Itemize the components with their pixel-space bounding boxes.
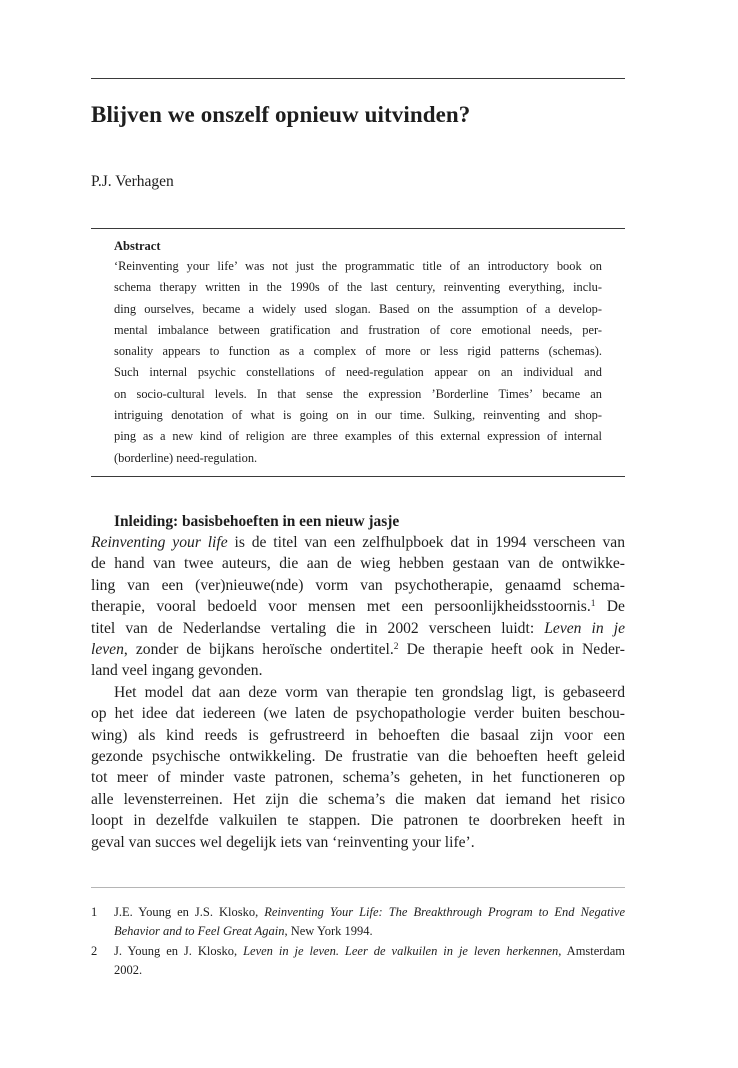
line-text: J.E. Young en J.S. Klosko, [114, 905, 265, 919]
book-title-italic: leven [91, 641, 124, 659]
book-title-italic: Reinventing your life [91, 534, 228, 551]
footnote-1 [91, 903, 625, 942]
paragraph-line: Het model dat aan deze vorm van therapie ten grondslag ligt, is gebaseerd [114, 683, 625, 701]
paragraph-line: loopt in dezelfde valkuilen te stappen. Die patronen te doorbreken heeft in [91, 812, 625, 830]
footnote-number: 2 [91, 943, 98, 958]
footnotes [91, 903, 625, 981]
paragraph-line: geval van succes wel degelijk iets van ‘reinventing your life’. [91, 833, 475, 851]
book-title-italic: Leven in je [544, 619, 626, 637]
body-text [91, 511, 625, 853]
paragraph-line [91, 618, 625, 639]
paragraph-line: land veel ingang gevonden. [91, 662, 263, 680]
book-title-italic: Reinventing Your Life: The Breakthrough Program to End Negative [264, 905, 625, 919]
abstract-line: sonality appears to function as a complex of more or less rigid patterns (schemas). [114, 344, 602, 359]
paragraph-line: wing) als kind reeds is gefrustreerd in behoeften die basaal zijn voor een [91, 726, 625, 744]
abstract-line: Such internal psychic constellations of need-regulation appear on an individual and [114, 365, 602, 380]
abstract-line: (borderline) need-regulation. [114, 450, 258, 465]
footnote-ref: 1 [590, 599, 596, 610]
footnote-line [114, 922, 625, 941]
paragraph-line [91, 639, 625, 660]
paragraph-line: de hand van twee auteurs, die aan de wieg hebben gestaan van de ontwikke- [91, 555, 625, 573]
line-text: J. Young en J. Klosko, [114, 943, 244, 958]
line-text: , zonder de bijkans heroïsche ondertitel. [123, 641, 394, 659]
abstract-line: intriguing denotation of what is going on in our time. Sulking, reinventing and shop- [114, 408, 602, 423]
abstract-line: ‘Reinventing your life’ was not just the programmatic title of an introductory book on [114, 259, 602, 273]
paragraph-line: gezonde psychische ontwikkeling. De frustratie van die behoeften heeft geleid [91, 748, 625, 766]
abstract-top-rule [91, 228, 625, 229]
article-author: P.J. Verhagen [91, 173, 174, 190]
line-text: Amsterdam [561, 943, 625, 958]
footnote-line [114, 903, 625, 922]
footnote-2 [91, 942, 625, 981]
paragraph-line: ling van een (ver)nieuwe(nde) vorm van psychotherapie, genaamd schema- [91, 576, 625, 594]
abstract-heading: Abstract [114, 239, 161, 253]
line-text: titel van de Nederlandse vertaling die in 2002 verscheen luidt: [91, 619, 545, 637]
abstract-bottom-rule [91, 476, 625, 477]
article-title: Blijven we onszelf opnieuw uitvinden? [91, 102, 471, 127]
abstract-line: schema therapy written in the 1990s of the last century, reinventing everything, inclu- [114, 280, 602, 295]
header-rule [91, 78, 625, 79]
abstract-line: ding ourselves, became a widely used slogan. Based on the assumption of a develop- [114, 301, 602, 316]
line-text: De [595, 598, 625, 616]
line-text: is de titel van een zelfhulpboek dat in 1994 verscheen van [227, 534, 625, 551]
paragraph-line [91, 532, 625, 553]
footnote-separator [91, 887, 625, 888]
footnote-number: 1 [91, 905, 98, 919]
paragraph-line [91, 596, 625, 617]
line-text: , New York 1994. [284, 924, 373, 939]
line-text: therapie, vooral bedoeld voor mensen met een persoonlijkheidsstoornis. [91, 598, 591, 616]
section-heading: Inleiding: basisbehoeften in een nieuw jasje [114, 513, 400, 530]
line-text: De therapie heeft ook in Neder- [398, 641, 626, 659]
abstract [114, 236, 602, 469]
book-title-italic: Behavior and to Feel Great Again [114, 924, 285, 939]
book-title-italic: Leven in je leven. Leer de valkuilen in je leven herkennen, [243, 943, 562, 958]
abstract-line: mental imbalance between gratification and frustration of core emotional needs, per- [114, 322, 602, 337]
abstract-line: ping as a new kind of religion are three examples of this external expression of internal [114, 429, 602, 444]
footnote-ref: 2 [393, 642, 399, 653]
abstract-line: on socio-cultural levels. In that sense the expression ’Borderline Times’ became an [114, 386, 602, 401]
paragraph-line: op het idee dat iedereen (we laten de psychopathologie verder buiten beschou- [91, 705, 625, 723]
footnote-line: 2002. [114, 963, 143, 978]
paragraph-line: tot meer of minder vaste patronen, schema’s geheten, in het functioneren op [91, 769, 625, 787]
footnote-line [114, 942, 625, 961]
paragraph-line: alle levensterreinen. Het zijn die schema’s die maken dat iemand het risico [91, 790, 625, 808]
